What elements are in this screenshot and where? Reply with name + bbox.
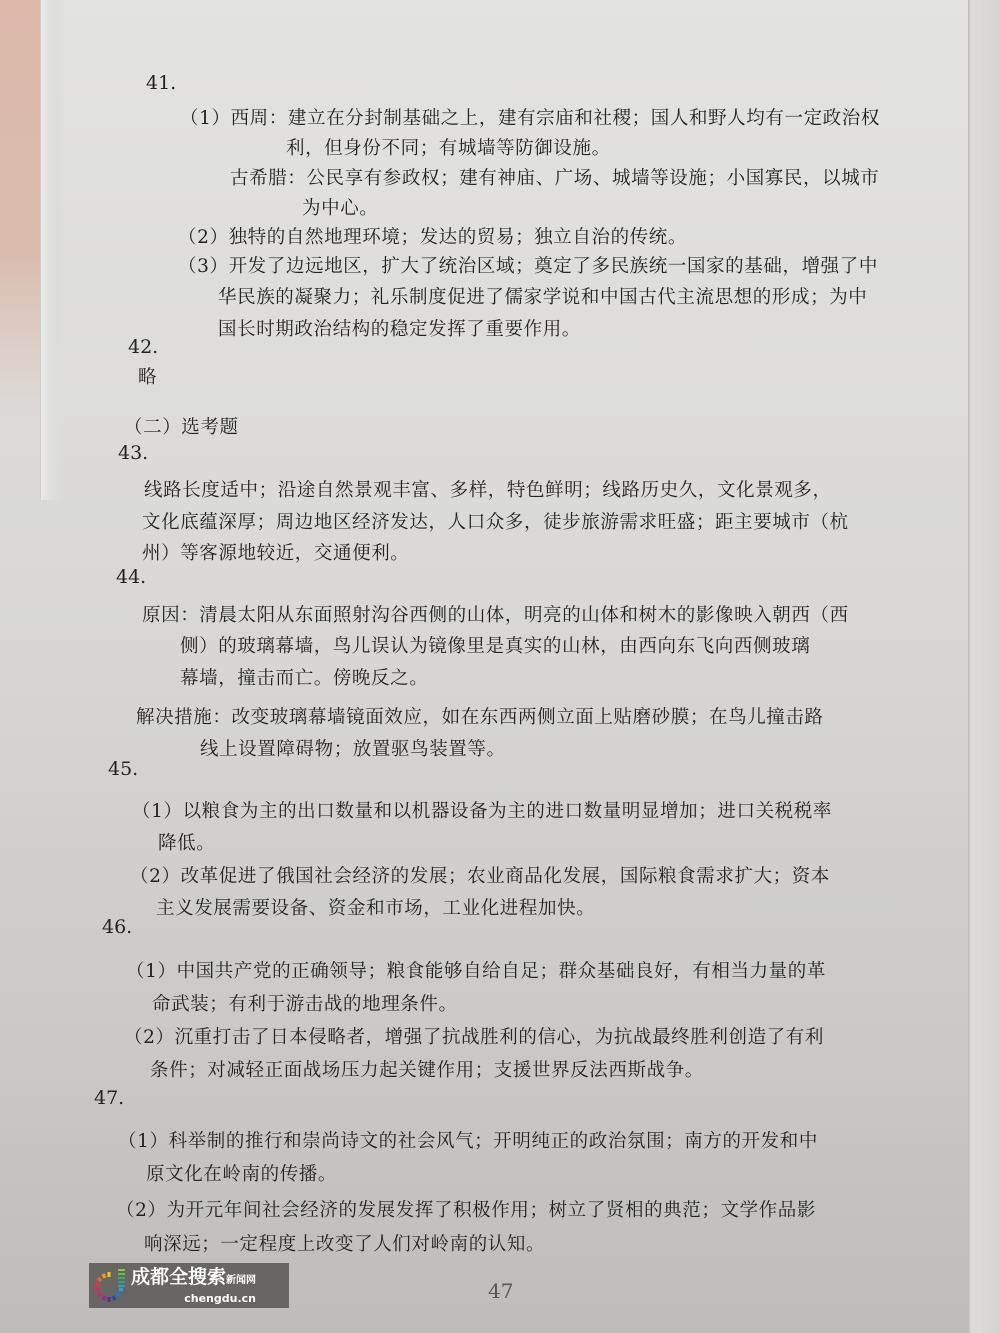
answer-line: 侧）的玻璃幕墙，鸟儿误认为镜像里是真实的山林，由西向东飞向西侧玻璃 [180,636,811,657]
question-number-45: 45. [108,758,139,780]
question-number-42: 42. [128,336,159,358]
answer-line: （2）独特的自然地理环境；发达的贸易；独立自治的传统。 [178,227,687,248]
answer-line: （1）以粮食为主的出口数量和以机器设备为主的进口数量明显增加；进口关税税率 [132,801,832,822]
answer-line: 利，但身份不同；有城墙等防御设施。 [286,138,611,159]
answer-line: （1）科举制的推行和崇尚诗文的社会风气；开明纯正的政治氛围；南方的开发和中 [118,1131,818,1152]
answer-line: 命武装；有利于游击战的地理条件。 [152,994,458,1015]
question-number-41: 41. [146,72,177,94]
answer-line: 线上设置障碍物；放置驱鸟装置等。 [200,739,506,760]
question-number-44: 44. [116,566,147,588]
answer-line: 主义发展需要设备、资金和市场，工业化进程加快。 [156,898,596,919]
answer-line: （2）沉重打击了日本侵略者，增强了抗战胜利的信心，为抗战最终胜利创造了有利 [124,1027,824,1048]
answer-line: （2）为开元年间社会经济的发展发挥了积极作用；树立了贤相的典范；文学作品影 [116,1200,816,1221]
page-number: 47 [488,1279,514,1303]
answer-line: 为中心。 [302,198,379,219]
answer-line: 国长时期政治结构的稳定发挥了重要作用。 [218,319,581,340]
answer-line: （3）开发了边远地区，扩大了统治区域；奠定了多民族统一国家的基础，增强了中 [178,256,878,277]
answer-line: 略 [138,367,158,388]
question-number-43: 43. [118,442,149,464]
watermark-name: 成都全搜索 [131,1265,227,1288]
answer-line: 古希腊：公民享有参政权；建有神庙、广场、城墙等设施；小国寡民，以城市 [230,168,880,189]
answer-line: 原文化在岭南的传播。 [146,1164,338,1185]
answer-line: 幕墙，撞击而亡。傍晚反之。 [180,668,429,689]
answer-line: 解决措施：改变玻璃幕墙镜面效应，如在东西两侧立面上贴磨砂膜；在鸟儿撞击路 [136,707,824,728]
answer-line: 原因：清晨太阳从东面照射沟谷西侧的山体，明亮的山体和树木的影像映入朝西（西 [142,605,849,626]
answer-line: 响深远；一定程度上改变了人们对岭南的认知。 [144,1234,546,1255]
answer-line: 华民族的凝聚力；礼乐制度促进了儒家学说和中国古代主流思想的形成；为中 [218,287,868,308]
answer-line: 线路长度适中；沿途自然景观丰富、多样，特色鲜明；线路历史久，文化景观多， [144,480,832,501]
answer-line: 州）等客源地较近，交通便利。 [142,543,410,564]
answer-line: 文化底蕴深厚；周边地区经济发达，人口众多，徒步旅游需求旺盛；距主要城市（杭 [142,512,849,533]
answer-line: （1）西周：建立在分封制基础之上，建有宗庙和社稷；国人和野人均有一定政治权 [180,108,880,129]
watermark-logo [89,1263,289,1308]
rainbow-ring-icon [91,1266,127,1306]
answer-line: 条件；对减轻正面战场压力起关键作用；支援世界反法西斯战争。 [150,1060,704,1081]
watermark-domain: chengdu.cn [184,1291,257,1305]
answer-line: 降低。 [158,833,216,854]
question-number-47: 47. [94,1087,125,1109]
section-heading: （二）选考题 [124,417,239,438]
answer-line: （2）改革促进了俄国社会经济的发展；农业商品化发展，国际粮食需求扩大；资本 [130,866,830,887]
watermark-suffix: 新闻网 [226,1274,257,1286]
question-number-46: 46. [102,916,133,938]
answer-line: （1）中国共产党的正确领导；粮食能够自给自足；群众基础良好，有相当力量的革 [126,961,826,982]
